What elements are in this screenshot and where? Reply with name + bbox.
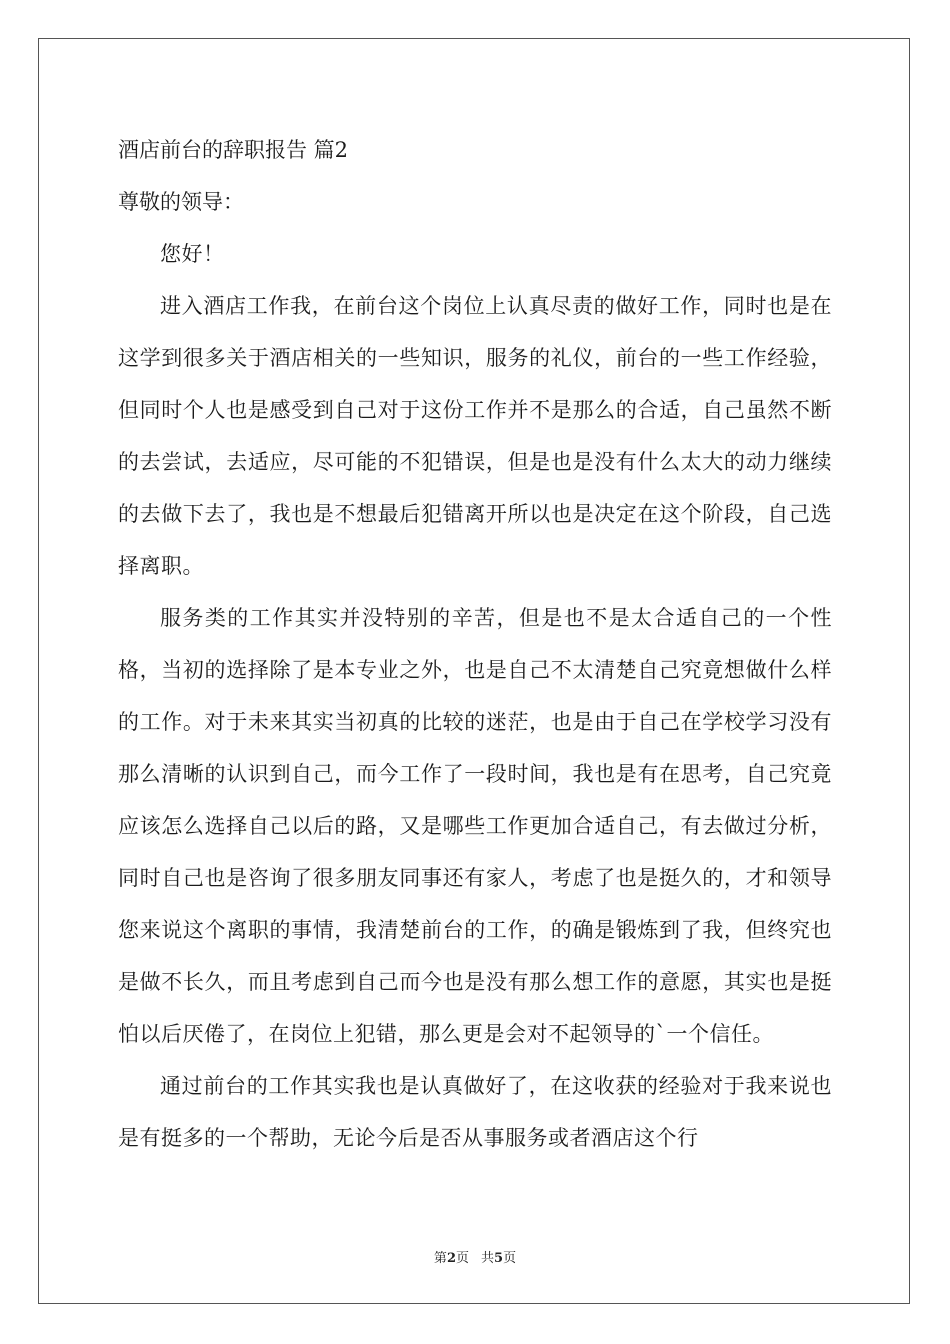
document-body xyxy=(118,124,832,1164)
document-title: 酒店前台的辞职报告 篇2 xyxy=(118,138,349,162)
paragraph-3: 通过前台的工作其实我也是认真做好了，在这收获的经验对于我来说也是有挺多的一个帮助，无论今后是否从事服务或者酒店这个行 xyxy=(118,1074,832,1150)
total-suffix: 页 xyxy=(503,1251,517,1266)
page-prefix: 第 xyxy=(433,1251,447,1266)
salutation: 尊敬的领导： xyxy=(118,190,244,214)
page-number: 2 xyxy=(446,1251,456,1266)
greeting: 您好！ xyxy=(160,242,225,266)
total-prefix: 共 xyxy=(481,1251,495,1266)
page-footer xyxy=(0,1247,950,1266)
paragraph-2: 服务类的工作其实并没特别的辛苦，但是也不是太合适自己的一个性格，当初的选择除了是本专业之外，也是自己不太清楚自己究竟想做什么样的工作。对于未来其实当初真的比较的迷茫，也是由于自己在学校学习没有那么清晰的认识到自己，而今工作了一段时间，我也是有在思考，自己究竟应该怎么选择自己以后的路，又是哪些工作更加合适自己，有去做过分析，同时自己也是咨询了很多朋友同事还有家人，考虑了也是挺久的，才和领导您来说这个离职的事情，我清楚前台的工作，的确是锻炼到了我，但终究也是做不长久，而且考虑到自己而今也是没有那么想工作的意愿，其实也是挺怕以后厌倦了，在岗位上犯错，那么更是会对不起领导的`一个信任。 xyxy=(118,606,832,1046)
paragraph-1: 进入酒店工作我，在前台这个岗位上认真尽责的做好工作，同时也是在这学到很多关于酒店相关的一些知识，服务的礼仪，前台的一些工作经验，但同时个人也是感受到自己对于这份工作并不是那么的合适，自己虽然不断的去尝试，去适应，尽可能的不犯错误，但是也是没有什么太大的动力继续的去做下去了，我也是不想最后犯错离开所以也是决定在这个阶段，自己选择离职。 xyxy=(118,294,832,578)
page-suffix: 页 xyxy=(455,1251,469,1266)
total-pages: 5 xyxy=(494,1251,504,1266)
